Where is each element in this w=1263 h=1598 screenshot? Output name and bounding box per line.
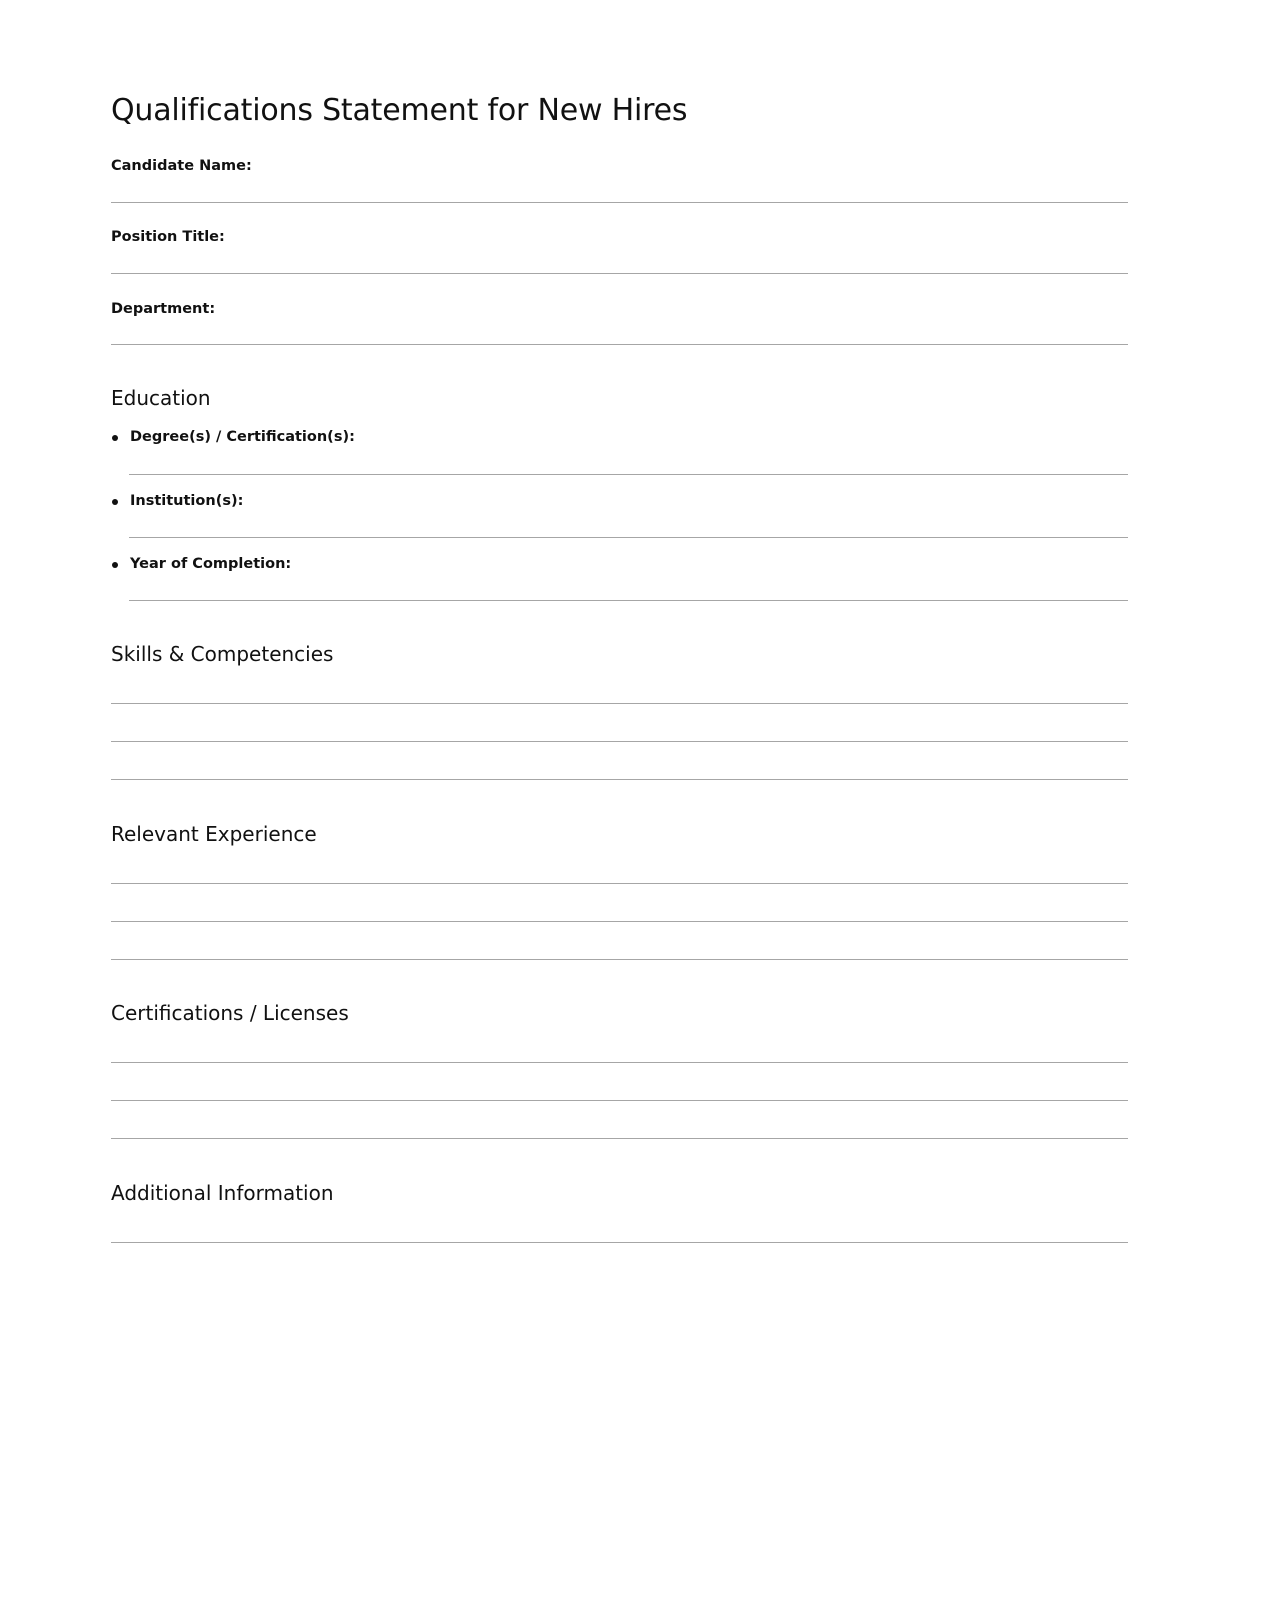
skills-line-2[interactable] bbox=[111, 741, 1128, 742]
certifications-line-3[interactable] bbox=[111, 1138, 1128, 1139]
degree-label: Degree(s) / Certification(s): bbox=[130, 429, 355, 445]
department-label: Department: bbox=[111, 301, 216, 317]
experience-line-1[interactable] bbox=[111, 883, 1128, 884]
bullet-icon bbox=[112, 435, 118, 441]
experience-line-2[interactable] bbox=[111, 921, 1128, 922]
experience-heading: Relevant Experience bbox=[111, 822, 317, 846]
additional-info-heading: Additional Information bbox=[111, 1181, 334, 1205]
experience-line-3[interactable] bbox=[111, 959, 1128, 960]
bullet-icon bbox=[112, 562, 118, 568]
certifications-line-2[interactable] bbox=[111, 1100, 1128, 1101]
candidate-name-label: Candidate Name: bbox=[111, 158, 252, 174]
position-title-field[interactable] bbox=[111, 273, 1128, 274]
position-title-label: Position Title: bbox=[111, 229, 225, 245]
degree-field[interactable] bbox=[129, 474, 1128, 475]
education-heading: Education bbox=[111, 386, 211, 410]
certifications-line-1[interactable] bbox=[111, 1062, 1128, 1063]
skills-heading: Skills & Competencies bbox=[111, 642, 334, 666]
certifications-heading: Certifications / Licenses bbox=[111, 1001, 349, 1025]
bullet-icon bbox=[112, 499, 118, 505]
institution-label: Institution(s): bbox=[130, 493, 244, 509]
skills-line-1[interactable] bbox=[111, 703, 1128, 704]
department-field[interactable] bbox=[111, 344, 1128, 345]
institution-field[interactable] bbox=[129, 537, 1128, 538]
year-of-completion-label: Year of Completion: bbox=[130, 556, 292, 572]
year-of-completion-field[interactable] bbox=[129, 600, 1128, 601]
page-title: Qualifications Statement for New Hires bbox=[111, 93, 688, 128]
skills-line-3[interactable] bbox=[111, 779, 1128, 780]
additional-info-line-1[interactable] bbox=[111, 1242, 1128, 1243]
candidate-name-field[interactable] bbox=[111, 202, 1128, 203]
